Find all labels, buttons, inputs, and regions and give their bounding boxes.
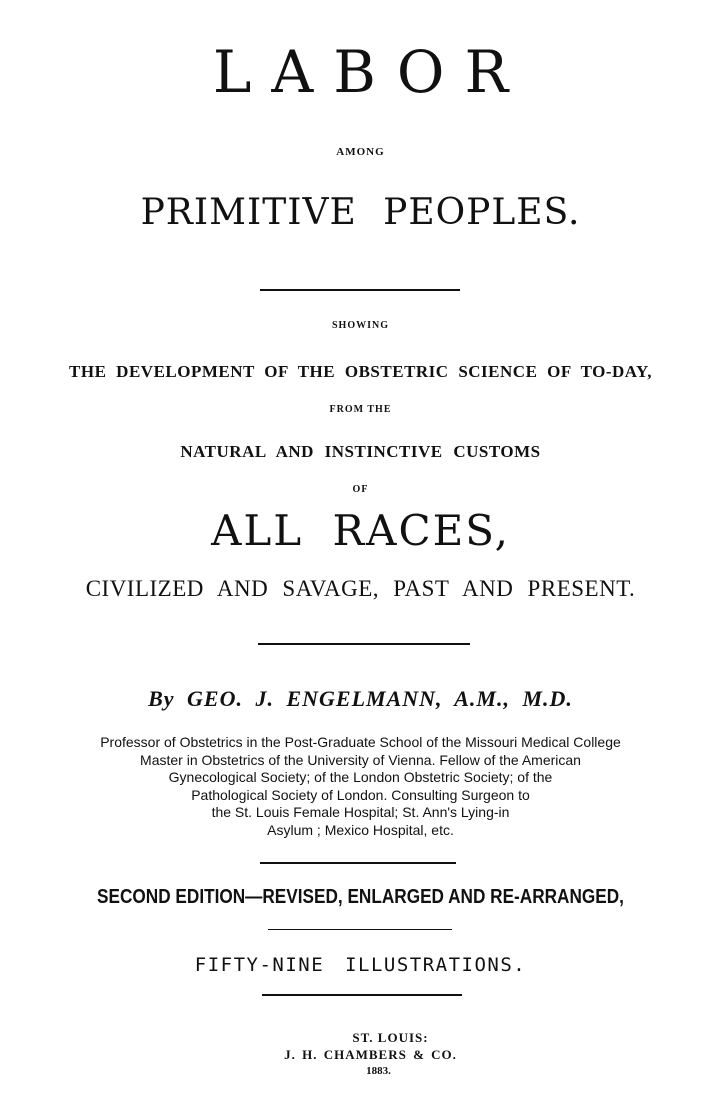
divider-rule xyxy=(260,289,460,291)
all-races-heading: ALL RACES, xyxy=(211,506,510,555)
credential-line: Gynecological Society; of the London Obstetric Society; of the xyxy=(168,769,553,785)
from-the-label: FROM THE xyxy=(329,404,392,415)
credential-line: Asylum ; Mexico Hospital, etc. xyxy=(267,821,454,838)
natural-customs-line: NATURAL AND INSTINCTIVE CUSTOMS xyxy=(180,442,541,461)
divider-rule xyxy=(258,643,470,645)
divider-rule xyxy=(262,994,462,996)
imprint-year: 1883. xyxy=(366,1065,391,1077)
credential-line: Pathological Society of London. Consulting Surgeon to xyxy=(191,786,530,803)
imprint-publisher: J. H. CHAMBERS & CO. xyxy=(284,1047,457,1062)
credential-line: Master in Obstetrics of the University of Vienna. Fellow of the American xyxy=(140,751,581,768)
showing-label: SHOWING xyxy=(331,320,389,331)
subtitle: PRIMITIVE PEOPLES. xyxy=(140,192,581,233)
of-label: OF xyxy=(352,484,369,495)
author-byline: By GEO. J. ENGELMANN, A.M., M.D. xyxy=(148,686,573,711)
imprint-place: ST. LOUIS: xyxy=(352,1030,429,1045)
edition-line: SECOND EDITION—REVISED, ENLARGED AND RE-ARRANGED, xyxy=(97,886,624,908)
civilized-line: CIVILIZED AND SAVAGE, PAST AND PRESENT. xyxy=(85,576,636,601)
divider-rule xyxy=(260,862,456,864)
credential-line: Professor of Obstetrics in the Post-Graduate School of the Missouri Medical College xyxy=(100,734,621,750)
title-connector: AMONG xyxy=(336,146,385,158)
development-line: THE DEVELOPMENT OF THE OBSTETRIC SCIENCE OF TO-DAY, xyxy=(69,362,652,381)
credential-line: the St. Louis Female Hospital; St. Ann's Lying-in xyxy=(211,804,510,820)
divider-rule xyxy=(268,929,452,930)
main-title: LABOR xyxy=(212,38,529,106)
author-credentials xyxy=(0,734,721,839)
illustrations-line: FIFTY-NINE ILLUSTRATIONS. xyxy=(194,954,527,976)
